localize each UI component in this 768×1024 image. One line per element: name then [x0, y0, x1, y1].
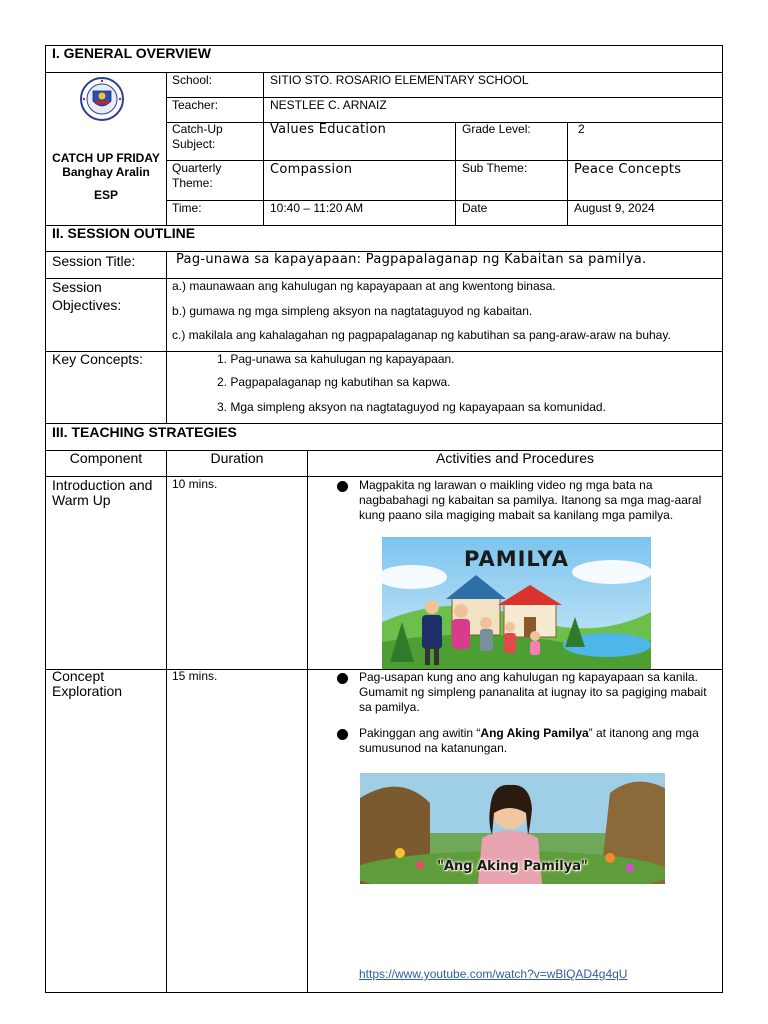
video-caption: "Ang Aking Pamilya"	[437, 859, 588, 874]
component-concept-exploration: Concept Exploration	[52, 668, 123, 699]
rule	[263, 72, 264, 225]
objective-item: c.) makilala ang kahalagahan ng pagpapalaganap ng kabutihan sa pang-araw-araw na buhay.	[172, 328, 671, 342]
time-value: 10:40 – 11:20 AM	[270, 201, 364, 215]
rule	[166, 160, 723, 161]
column-header-duration: Duration	[210, 450, 264, 466]
rule	[166, 97, 723, 98]
youtube-link[interactable]: https://www.youtube.com/watch?v=wBlQAD4g4qU	[359, 967, 628, 981]
key-concepts-label: Key Concepts:	[52, 351, 144, 367]
objective-item: b.) gumawa ng mga simpleng aksyon na nagtataguyod ng kabaitan.	[172, 304, 533, 318]
header-title-esp: ESP	[93, 188, 118, 202]
deped-seal-icon	[78, 77, 126, 121]
subject-label-line1: Catch-Up	[172, 122, 223, 136]
section-heading-general-overview: I. GENERAL OVERVIEW	[52, 45, 211, 61]
bullet-icon	[337, 673, 348, 684]
header-title-banghay: Banghay Aralin	[62, 165, 150, 179]
subject-value: Values Education	[270, 122, 387, 137]
song-prompt-suffix: ” at itanong ang mga sumusunod na katanungan.	[359, 726, 699, 755]
duration-concept-exploration: 15 mins.	[172, 669, 218, 683]
bullet-icon	[337, 481, 348, 492]
objectives-label-line2: Objectives:	[52, 297, 122, 313]
objective-item: a.) maunawaan ang kahulugan ng kapayapaan at ang kwentong binasa.	[172, 279, 556, 293]
bullet-icon	[337, 729, 348, 740]
rule	[166, 122, 723, 123]
objectives-label-line1: Session	[52, 279, 102, 295]
activity-text: Magpakita ng larawan o maikling video ng mga bata na nagbabahagi ng kabaitan sa pamilya. Itanong sa mga mag-aaral kung paano sila magiging mabait sa kanilang mga pamilya.	[359, 478, 702, 522]
component-introduction: Introduction and Warm Up	[52, 477, 153, 508]
activity-text: Pag-usapan kung ano ang kahulugan ng kapayapaan sa kanila. Gumamit ng simpleng pananalita at iugnay ito sa pagiging mabait sa pamilya.	[359, 670, 707, 714]
theme-label-line2: Theme:	[172, 176, 213, 190]
song-prompt-prefix: Pakinggan ang awitin “	[359, 726, 481, 740]
rule	[567, 122, 568, 225]
school-label: School:	[172, 73, 213, 87]
school-value: SITIO STO. ROSARIO ELEMENTARY SCHOOL	[270, 73, 529, 87]
rule	[307, 450, 308, 993]
activity-text-song	[359, 726, 717, 756]
teacher-label: Teacher:	[172, 98, 219, 112]
session-title-label: Session Title:	[52, 253, 136, 269]
pamilya-illustration	[382, 537, 651, 669]
teacher-value: NESTLEE C. ARNAIZ	[270, 98, 387, 112]
date-value: August 9, 2024	[574, 201, 655, 215]
grade-level-label: Grade Level:	[462, 122, 531, 136]
key-concept-item: 1. Pag-unawa sa kahulugan ng kapayapaan.	[217, 352, 455, 366]
section-heading-teaching-strategies: III. TEACHING STRATEGIES	[52, 424, 237, 440]
grade-level-value: 2	[578, 122, 585, 136]
time-label: Time:	[172, 201, 202, 215]
rule	[166, 72, 167, 225]
song-title: Ang Aking Pamilya	[480, 726, 589, 740]
duration-introduction: 10 mins.	[172, 477, 218, 491]
column-header-component: Component	[69, 450, 143, 466]
key-concept-item: 2. Pagpapalaganap ng kabutihan sa kapwa.	[217, 375, 451, 389]
rule	[455, 122, 456, 225]
theme-label-line1: Quarterly	[172, 161, 222, 175]
header-title-catch-up: CATCH UP FRIDAY	[52, 151, 160, 165]
rule	[166, 251, 167, 423]
column-header-activities: Activities and Procedures	[436, 450, 594, 466]
song-video-thumbnail[interactable]	[360, 773, 665, 884]
subtheme-label: Sub Theme:	[462, 161, 528, 175]
theme-value: Compassion	[270, 162, 353, 177]
subtheme-value: Peace Concepts	[574, 162, 682, 177]
subject-label-line2: Subject:	[172, 137, 216, 151]
session-title-value: Pag-unawa sa kapayapaan: Pagpapalaganap ng Kabaitan sa pamilya.	[176, 252, 647, 267]
section-heading-session-outline: II. SESSION OUTLINE	[52, 225, 196, 241]
rule	[166, 450, 167, 993]
illustration-title: PAMILYA	[464, 547, 569, 571]
key-concept-item: 3. Mga simpleng aksyon na nagtataguyod ng kapayapaan sa komunidad.	[217, 400, 606, 414]
date-label: Date	[462, 201, 488, 215]
